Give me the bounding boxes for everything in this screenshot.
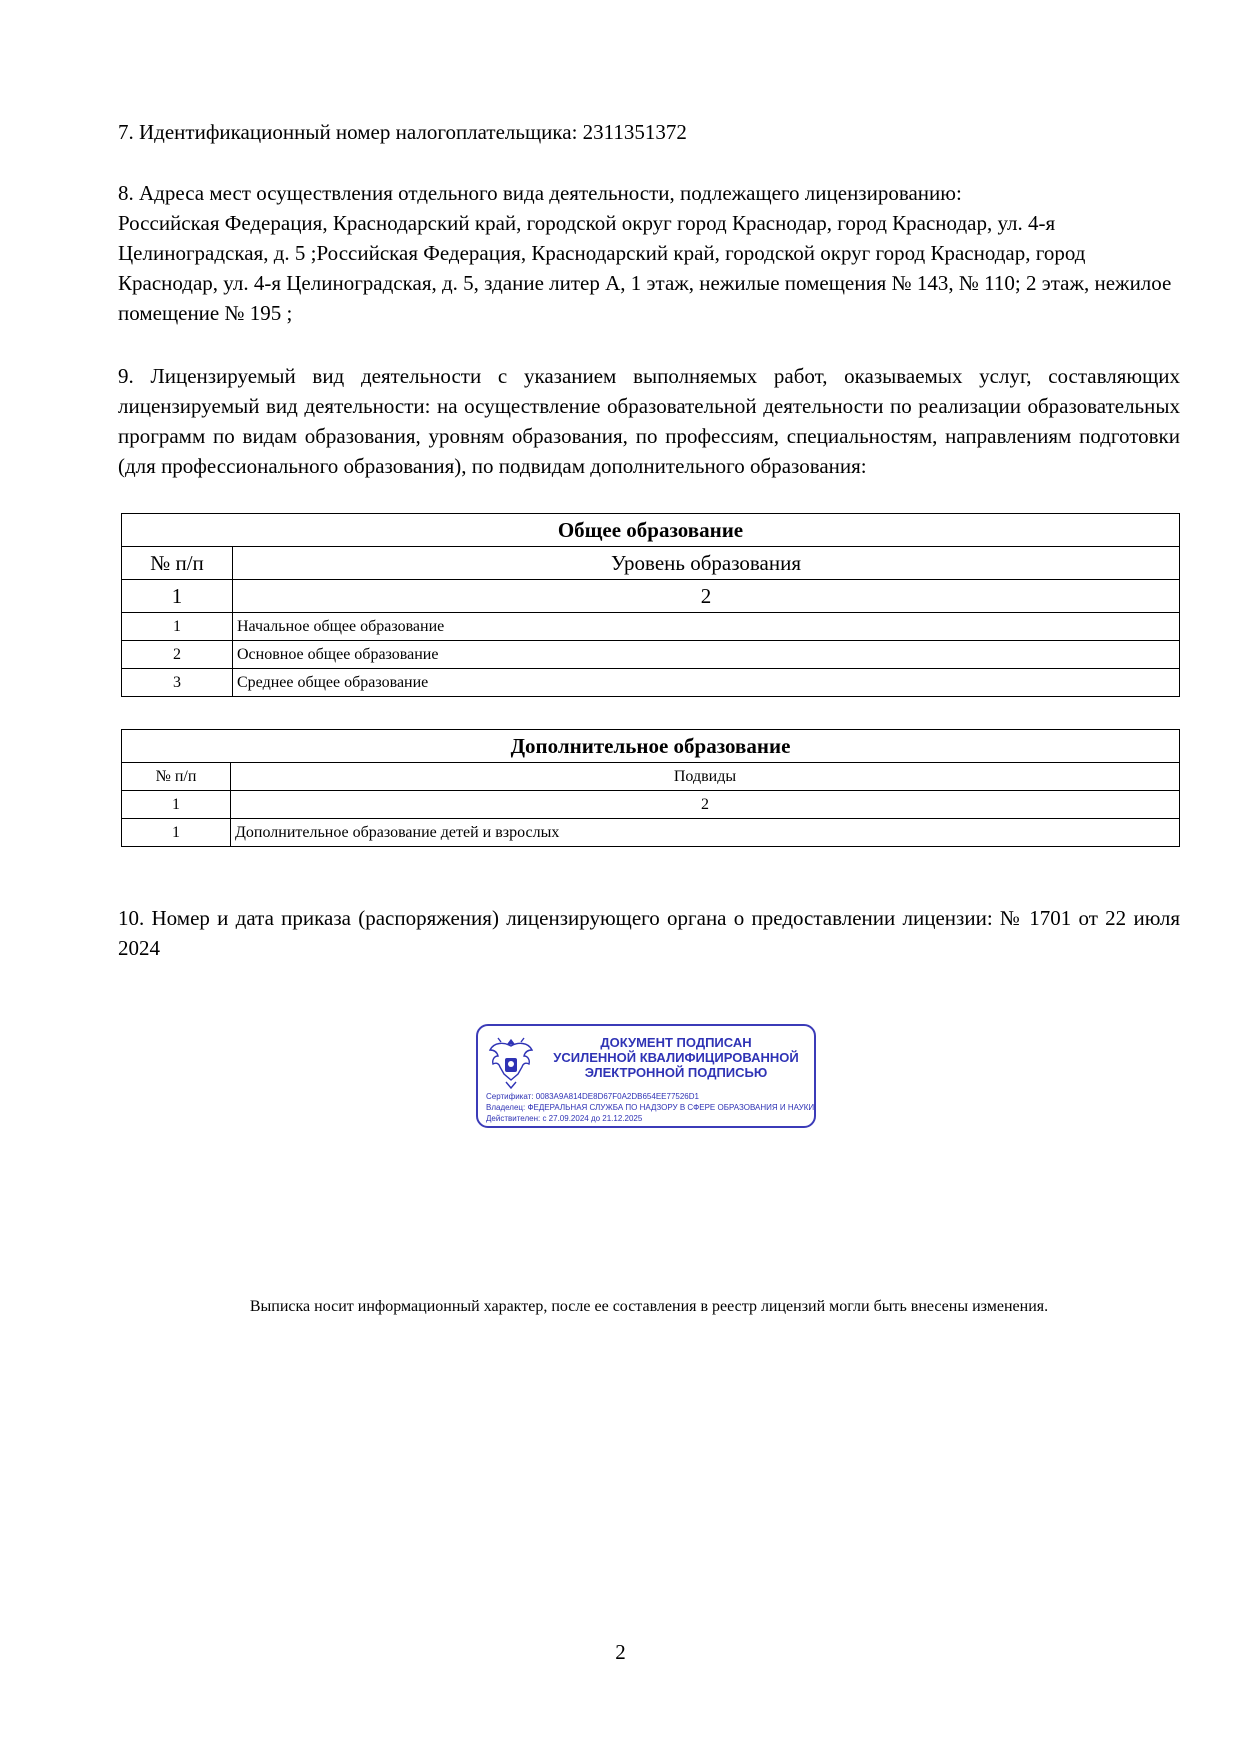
table-row (122, 613, 1180, 641)
footer-note: Выписка носит информационный характер, после ее составления в реестр лицензий могли быть внесены изменения. (249, 1298, 1049, 1315)
row-num: 1 (122, 819, 231, 847)
row-num: 3 (122, 669, 233, 697)
item-8-addresses (118, 178, 1184, 328)
general-col-num: № п/п (122, 547, 233, 580)
table-row (122, 819, 1180, 847)
row-num: 2 (122, 641, 233, 669)
stamp-owner: Владелец: ФЕДЕРАЛЬНАЯ СЛУЖБА ПО НАДЗОРУ В СФЕРЕ ОБРАЗОВАНИЯ И НАУКИ (486, 1103, 815, 1112)
row-name: Начальное общее образование (233, 613, 1180, 641)
additional-num-row-1: 1 (122, 791, 231, 819)
general-num-row-2: 2 (233, 580, 1180, 613)
stamp-title-line: ЭЛЕКТРОННОЙ ПОДПИСЬЮ (584, 1065, 768, 1080)
row-name: Дополнительное образование детей и взрослых (231, 819, 1180, 847)
row-name: Основное общее образование (233, 641, 1180, 669)
stamp-title-line: УСИЛЕННОЙ КВАЛИФИЦИРОВАННОЙ (553, 1050, 799, 1065)
stamp-title-line: ДОКУМЕНТ ПОДПИСАН (600, 1035, 752, 1050)
item-9-activity: 9. Лицензируемый вид деятельности с указанием выполняемых работ, оказываемых услуг, составляющих лицензируемый вид деятельности: на осуществление образовательной деятельности по реализации образовательных программ по видам образования, уровням образования, по профессиям, специальностям, направлениям подготовки (для профессионального образования), по подвидам дополнительного образования: (118, 364, 1180, 478)
additional-num-row-2: 2 (231, 791, 1180, 819)
item-10-order: 10. Номер и дата приказа (распоряжения) лицензирующего органа о предоставлении лицензии: № 1701 от 22 июля 2024 (118, 906, 1180, 960)
additional-col-num: № п/п (122, 763, 231, 791)
row-num: 1 (122, 613, 233, 641)
page-number: 2 (615, 1640, 626, 1664)
general-education-table (121, 513, 1180, 697)
table-row (122, 641, 1180, 669)
coat-of-arms-icon (486, 1034, 536, 1090)
stamp-title (540, 1035, 812, 1080)
table-row (122, 669, 1180, 697)
general-table-title: Общее образование (122, 514, 1180, 547)
additional-education-table (121, 729, 1180, 847)
row-name: Среднее общее образование (233, 669, 1180, 697)
stamp-validity: Действителен: с 27.09.2024 до 21.12.2025 (486, 1114, 643, 1123)
additional-table-title: Дополнительное образование (122, 730, 1180, 763)
item-7-inn: 7. Идентификационный номер налогоплательщика: 2311351372 (118, 120, 687, 144)
item-8-heading: 8. Адреса мест осуществления отдельного вида деятельности, подлежащего лицензированию: (118, 181, 962, 205)
stamp-certificate: Сертификат: 0083A9A814DE8D67F0A2DB654EE77526D1 (486, 1092, 699, 1101)
item-8-text: Российская Федерация, Краснодарский край, городской округ город Краснодар, город Краснодар, ул. 4-я Целиноградская, д. 5 ;Российская Федерация, Краснодарский край, городской округ город Краснодар, город Краснодар, ул. 4-я Целиноградская, д. 5, здание литер А, 1 этаж, нежилые помещения № 143, № 110; 2 этаж, нежилое помещение № 195 ; (118, 211, 1172, 325)
signature-stamp (476, 1024, 816, 1128)
general-col-level: Уровень образования (233, 547, 1180, 580)
general-num-row-1: 1 (122, 580, 233, 613)
additional-col-subtype: Подвиды (231, 763, 1180, 791)
